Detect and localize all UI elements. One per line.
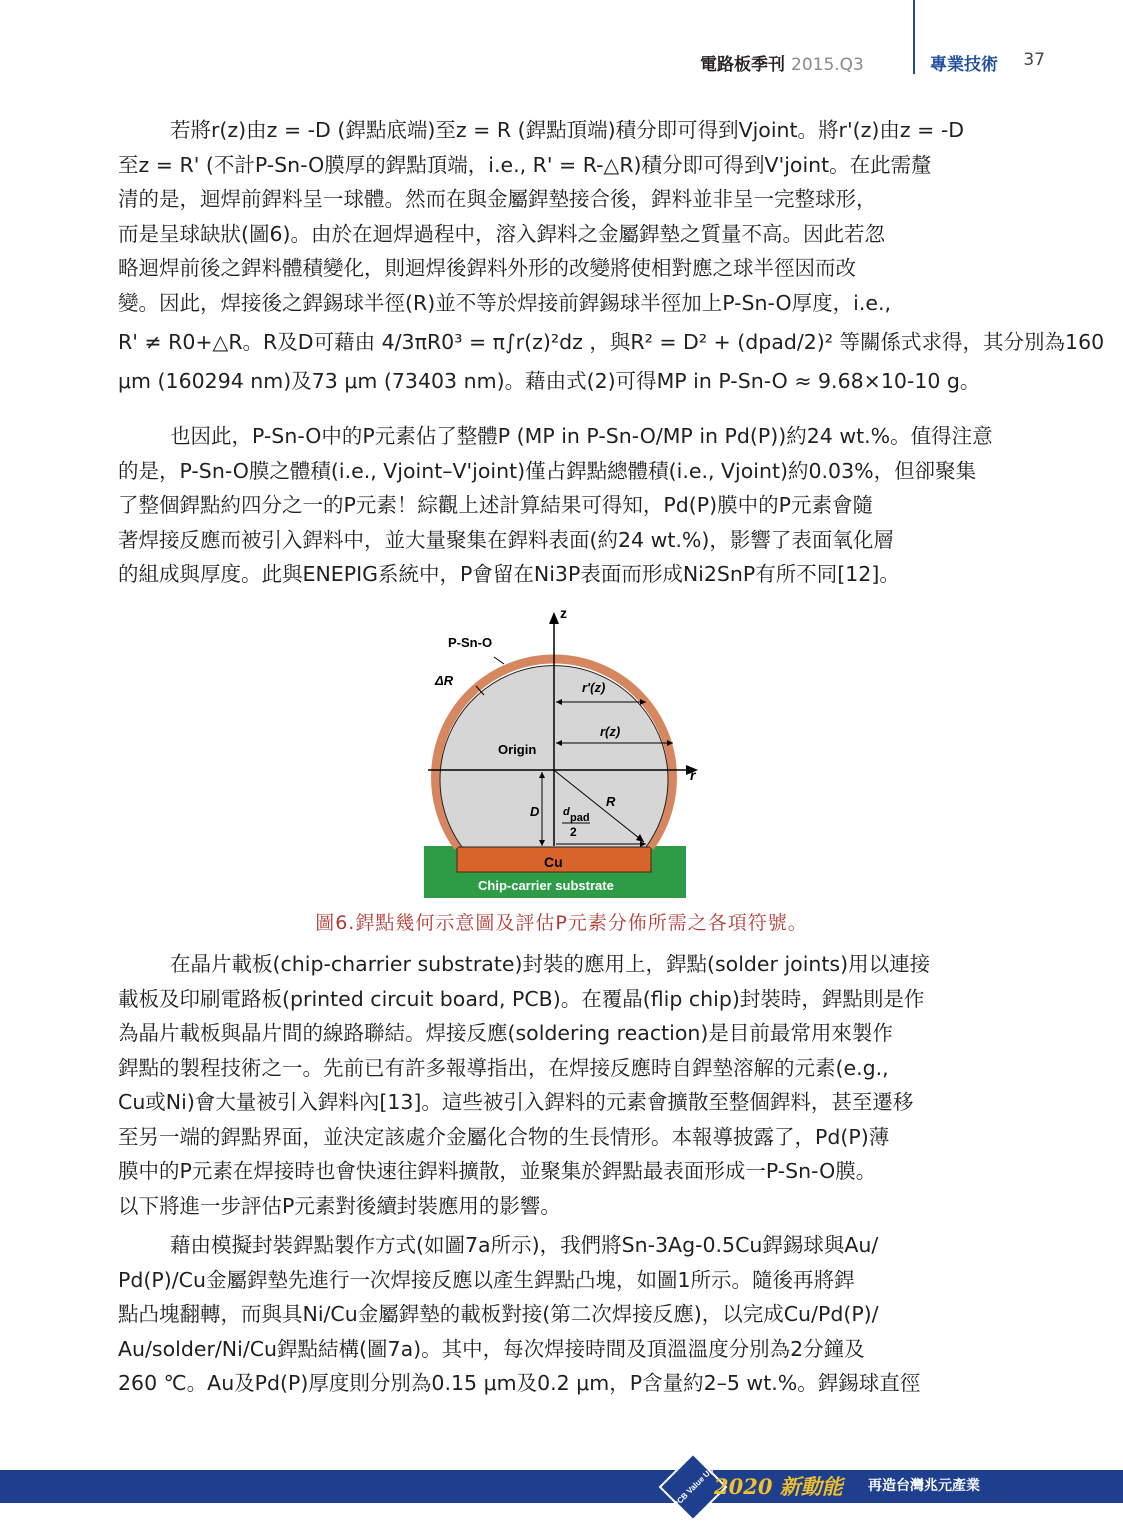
figure-caption: 圖6.銲點幾何示意圖及評估P元素分佈所需之各項符號。 — [315, 912, 808, 934]
logo-text: PCB Value Up — [671, 1465, 716, 1510]
text-line: Au/solder/Ni/Cu銲點結構(圖7a)。其中，每次焊接時間及頂溫溫度分別為2分鐘及 — [118, 1336, 865, 1361]
paragraph-4 — [118, 1228, 1005, 1401]
text-line: 膜中的P元素在焊接時也會快速往銲料擴散，並聚集於銲點最表面形成一P-Sn-O膜。 — [118, 1159, 877, 1183]
paragraph-3 — [118, 947, 1005, 1223]
text-line: 以下將進一步評估P元素對後續封裝應用的影響。 — [118, 1193, 561, 1218]
z-label: z — [560, 605, 567, 621]
text-line: 也因此，P-Sn-O中的P元素佔了整體P (MP in P-Sn-O/MP in Pd(P))約24 wt.%。值得注意 — [170, 424, 993, 448]
radius-label: R — [606, 794, 616, 809]
text-line: 點凸塊翻轉，而與具Ni/Cu金屬銲墊的載板對接(第二次焊接反應)，以完成Cu/Pd(P)/ — [118, 1302, 879, 1326]
z-axis-arrow — [549, 612, 559, 624]
cu-label: Cu — [544, 854, 563, 870]
text-line: 在晶片載板(chip-charrier substrate)封裝的應用上，銲點(solder joints)用以連接 — [170, 952, 931, 976]
r-prime-z-label: r'(z) — [582, 680, 606, 695]
text-line: 清的是，迴焊前銲料呈一球體。然而在與金屬銲墊接合後，銲料並非呈一完整球形， — [118, 187, 877, 211]
origin-label: Origin — [498, 742, 537, 757]
text-line: 至另一端的銲點界面，並決定該處介金屬化合物的生長情形。本報導披露了，Pd(P)薄 — [118, 1124, 890, 1149]
text-line: 了整個銲點約四分之一的P元素！綜觀上述計算結果可得知，Pd(P)膜中的P元素會隨 — [118, 493, 873, 517]
text-line: 略迴焊前後之銲料體積變化，則迴焊後銲料外形的改變將使相對應之球半徑因而改 — [118, 256, 856, 280]
text-line: 的組成與厚度。此與ENEPIG系統中，P會留在Ni3P表面而形成Ni2SnP有所不同[12]。 — [118, 562, 900, 586]
text-line: 若將r(z)由z = -D (銲點底端)至z = R (銲點頂端)積分即可得到Vjoint。將r'(z)由z = -D — [170, 118, 965, 142]
text-line: Cu或Ni)會大量被引入銲料內[13]。這些被引入銲料的元素會擴散至整個銲料，甚至遷移 — [118, 1090, 914, 1114]
delta-r-label: ΔR — [435, 673, 454, 688]
footer-slogan-sub: 再造台灣兆元產業 — [868, 1478, 980, 1494]
r-label: r — [690, 767, 696, 783]
text-line: 至z = R' (不計P-Sn-O膜厚的銲點頂端，i.e., R' = R-△R)積分即可得到V'joint。在此需釐 — [118, 152, 932, 177]
page-number: 37 — [1023, 50, 1045, 70]
substrate-label: Chip-carrier substrate — [478, 878, 614, 893]
issue-label: 2015.Q3 — [791, 55, 864, 75]
text-line: Pd(P)/Cu金屬銲墊先進行一次焊接反應以產生銲點凸塊，如圖1所示。隨後再將銲 — [118, 1267, 855, 1292]
section-title: 專業技術 — [930, 55, 998, 75]
text-line: 藉由模擬封裝銲點製作方式(如圖7a所示)，我們將Sn-3Ag-0.5Cu銲錫球與Au/ — [170, 1233, 879, 1257]
text-line: 銲點的製程技術之一。先前已有許多報導指出，在焊接反應時自銲墊溶解的元素(e.g., — [118, 1055, 889, 1080]
text-line: 而是呈球缺狀(圖6)。由於在迴焊過程中，溶入銲料之金屬銲墊之質量不高。因此若忽 — [118, 221, 886, 246]
text-line: 為晶片載板與晶片間的線路聯結。焊接反應(soldering reaction)是目前最常用來製作 — [118, 1021, 893, 1045]
text-line: 260 ℃。Au及Pd(P)厚度則分別為0.15 μm及0.2 μm，P含量約2–5 wt.%。銲錫球直徑 — [118, 1371, 921, 1395]
dpad-subscript: pad — [570, 812, 590, 824]
dpad-denominator: 2 — [570, 825, 577, 839]
text-line: 著焊接反應而被引入銲料中，並大量聚集在銲料表面(約24 wt.%)，影響了表面氧化層 — [118, 527, 894, 552]
footer-slogan-main: 新動能 — [779, 1474, 843, 1499]
magazine-title: 電路板季刊 2015.Q3 — [700, 55, 864, 75]
solder-joint-diagram — [420, 600, 710, 900]
text-line: 的是，P-Sn-O膜之體積(i.e., Vjoint–V'joint)僅占銲點總體積(i.e., Vjoint)約0.03%，但卻聚集 — [118, 458, 977, 483]
paragraph-2 — [118, 419, 1005, 592]
text-line: μm (160294 nm)及73 μm (73403 nm)。藉由式(2)可得MP in P-Sn-O ≈ 9.68×10-10 g。 — [118, 369, 981, 393]
text-line: 載板及印刷電路板(printed circuit board, PCB)。在覆晶(flip chip)封裝時，銲點則是作 — [118, 986, 925, 1011]
r-z-label: r(z) — [600, 724, 621, 739]
film-label: P-Sn-O — [448, 635, 493, 650]
footer-year: 2020 — [714, 1474, 773, 1499]
depth-label: D — [530, 804, 540, 819]
footer-title — [714, 1470, 843, 1503]
text-line-equation: R' ≠ R0+△R。R及D可藉由 4/3πR0³ = π∫r(z)²dz ，與R² = D² + (dpad/2)² 等關係式求得，其分別為160 — [118, 330, 1105, 354]
dpad-numerator: d — [563, 806, 570, 818]
text-line: 變。因此，焊接後之銲錫球半徑(R)並不等於焊接前銲錫球半徑加上P-Sn-O厚度，i.e., — [118, 290, 892, 315]
page-header — [700, 44, 1045, 78]
paragraph-1 — [118, 113, 1105, 399]
film-leader — [494, 657, 504, 664]
